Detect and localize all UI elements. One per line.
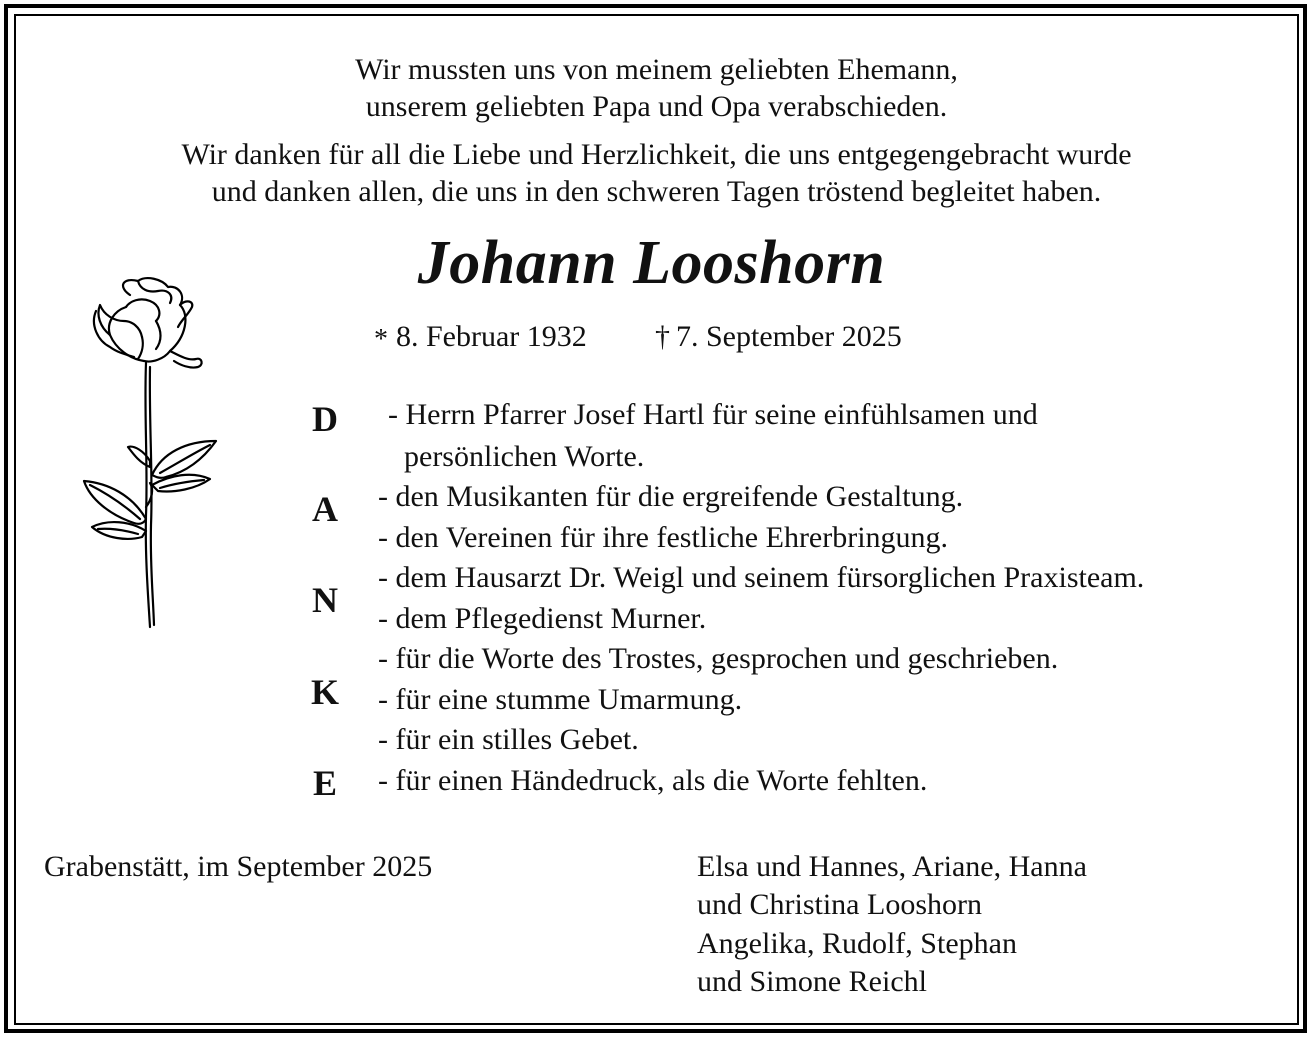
thanks-line: persönlichen Worte.: [404, 440, 645, 473]
thanks-line: - für ein stilles Gebet.: [378, 723, 639, 756]
birth-symbol: *: [374, 324, 388, 355]
thanks-line: - dem Hausarzt Dr. Weigl und seinem fürsorglichen Praxisteam.: [378, 561, 1145, 594]
signatory-line: Angelika, Rudolf, Stephan: [697, 927, 1017, 960]
death-date: [655, 320, 902, 354]
intro-line-3: Wir danken für all die Liebe und Herzlichkeit, die uns entgegengebracht wurde: [181, 138, 1132, 171]
danke-letter-n: N: [312, 580, 338, 620]
danke-letter-e: E: [312, 763, 337, 803]
birth-date: [374, 320, 587, 354]
danke-letter-k: K: [310, 672, 339, 712]
death-date-text: 7. September 2025: [676, 320, 902, 353]
thanks-line: - Herrn Pfarrer Josef Hartl für seine einfühlsamen und: [388, 398, 1038, 431]
intro-line-1: Wir mussten uns von meinem geliebten Ehemann,: [355, 53, 958, 86]
thanks-line: - für die Worte des Trostes, gesprochen und geschrieben.: [378, 642, 1059, 675]
rose-icon: [70, 275, 230, 635]
intro-thanks: [0, 136, 1313, 210]
signatory-line: und Christina Looshorn: [697, 888, 982, 921]
thanks-line: - den Musikanten für die ergreifende Gestaltung.: [378, 480, 964, 513]
deceased-name: Johann Looshorn: [417, 229, 886, 297]
death-symbol: †: [655, 320, 670, 353]
signatory-line: Elsa und Hannes, Ariane, Hanna: [697, 850, 1087, 883]
thanks-line: - für eine stumme Umarmung.: [378, 683, 743, 716]
signatory-line: und Simone Reichl: [697, 965, 927, 998]
intro-line-2: unserem geliebten Papa und Opa verabschieden.: [365, 90, 948, 123]
intro-farewell: [0, 51, 1313, 125]
thanks-line: - dem Pflegedienst Murner.: [378, 602, 707, 635]
thanks-line: - für einen Händedruck, als die Worte fehlten.: [378, 764, 928, 797]
birth-date-text: 8. Februar 1932: [396, 320, 587, 353]
danke-letter-a: A: [312, 489, 338, 529]
place-and-date: Grabenstätt, im September 2025: [44, 850, 433, 883]
intro-line-4: und danken allen, die uns in den schweren Tagen tröstend begleitet haben.: [211, 175, 1102, 208]
thanks-line: - den Vereinen für ihre festliche Ehrerbringung.: [378, 521, 949, 554]
danke-letter-d: D: [312, 399, 338, 439]
